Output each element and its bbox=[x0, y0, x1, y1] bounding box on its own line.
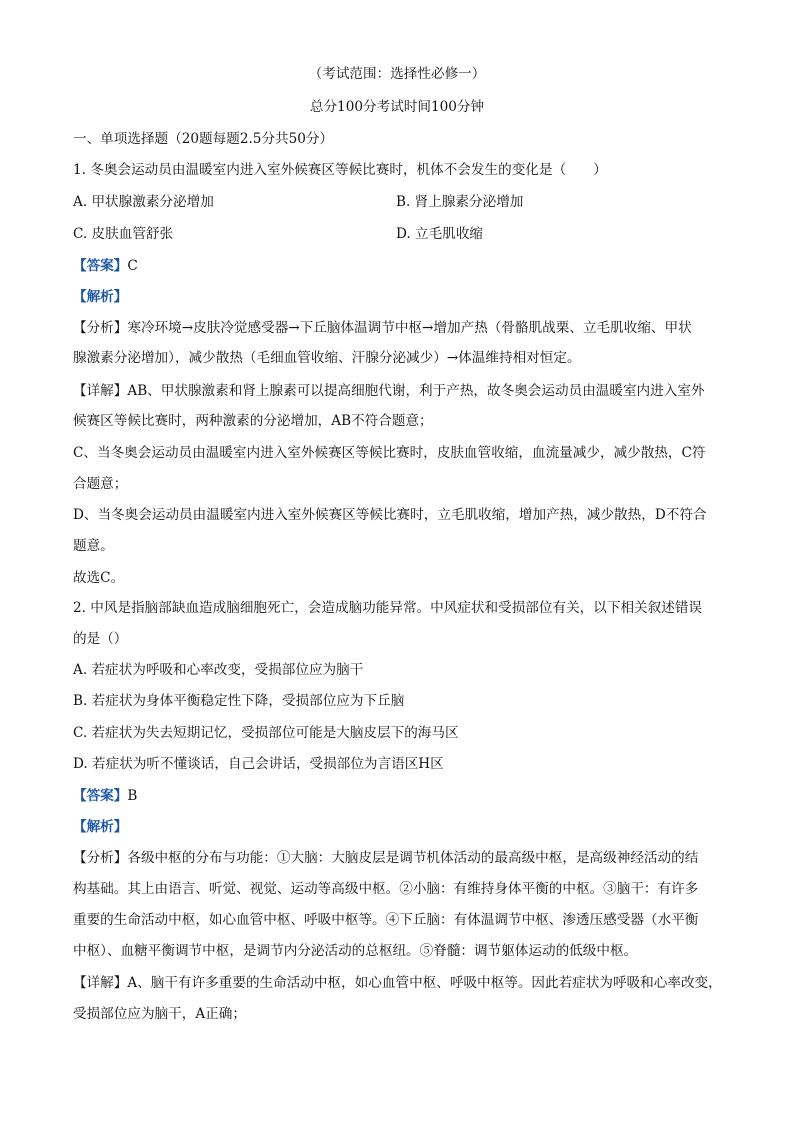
q2-option-c: C. 若症状为失去短期记忆，受损部位可能是大脑皮层下的海马区 bbox=[73, 725, 459, 741]
q2-analysis-line-3: 重要的生命活动中枢，如心血管中枢、呼吸中枢等。④下丘脑：有体温调节中枢、渗透压感受器（水平衡 bbox=[73, 912, 699, 928]
q1-answer bbox=[73, 256, 138, 276]
q1-option-a: A. 甲状腺激素分泌增加 bbox=[73, 194, 214, 210]
detail-text: AB、甲状腺激素和肾上腺素可以提高细胞代谢，利于产热，故冬奥会运动员由温暖室内进入室外 bbox=[127, 383, 705, 399]
q2-answer bbox=[73, 786, 137, 806]
answer-value: B bbox=[127, 788, 138, 804]
q1-detail-line-4: 合题意； bbox=[73, 476, 128, 492]
q1-option-b: B. 肾上腺素分泌增加 bbox=[396, 194, 524, 210]
q1-detail-line-5: D、当冬奥会运动员由温暖室内进入室外候赛区等候比赛时，立毛肌收缩，增加产热，减少散热，D不符合 bbox=[73, 507, 707, 523]
q2-option-a: A. 若症状为呼吸和心率改变，受损部位应为脑干 bbox=[73, 662, 364, 678]
q1-detail-line-6: 题意。 bbox=[73, 538, 114, 554]
q1-option-c: C. 皮肤血管舒张 bbox=[73, 226, 174, 242]
q2-explain-tag: 【解析】 bbox=[73, 819, 128, 835]
q1-conclusion: 故选C。 bbox=[73, 570, 125, 586]
q1-detail-line-1 bbox=[73, 381, 705, 401]
analysis-text: 各级中枢的分布与功能：①大脑：大脑皮层是调节机体活动的最高级中枢，是高级神经活动的结 bbox=[127, 850, 699, 866]
detail-tag: 【详解】 bbox=[73, 975, 128, 991]
q2-option-d: D. 若症状为听不懂谈话，自己会讲话，受损部位为言语区H区 bbox=[73, 756, 444, 772]
q2-analysis-line-1 bbox=[73, 848, 698, 868]
q1-analysis-line-2: 腺激素分泌增加），减少散热（毛细血管收缩、汗腺分泌减少）→体温维持相对恒定。 bbox=[73, 350, 581, 366]
exam-scope: （考试范围：选择性必修一） bbox=[308, 66, 486, 82]
q2-detail-line-2: 受损部位应为脑干，A正确； bbox=[73, 1006, 246, 1022]
answer-value: C bbox=[127, 258, 138, 274]
q2-analysis-line-4: 中枢）、血糖平衡调节中枢，是调节内分泌活动的总枢纽。⑤脊髓：调节躯体运动的低级中枢。 bbox=[73, 943, 638, 959]
q1-detail-line-3: C、当冬奥会运动员由温暖室内进入室外候赛区等候比赛时，皮肤血管收缩，血流量减少，减少散热，C符 bbox=[73, 445, 706, 461]
question-1-stem: 1. 冬奥会运动员由温暖室内进入室外候赛区等候比赛时，机体不会发生的变化是（ ） bbox=[73, 162, 607, 178]
answer-tag: 【答案】 bbox=[73, 788, 128, 804]
q1-detail-line-2: 候赛区等候比赛时，两种激素的分泌增加，AB不符合题意； bbox=[73, 413, 433, 429]
q2-analysis-line-2: 构基础。其上由语言、听觉、视觉、运动等高级中枢。②小脑：有维持身体平衡的中枢。③脑干：有许多 bbox=[73, 881, 699, 897]
analysis-text: 寒冷环境→皮肤冷觉感受器→下丘脑体温调节中枢→增加产热（骨骼肌战栗、立毛肌收缩、甲状 bbox=[127, 320, 692, 336]
q1-analysis-line-1 bbox=[73, 318, 692, 338]
q1-option-d: D. 立毛肌收缩 bbox=[396, 226, 484, 242]
q2-option-b: B. 若症状为身体平衡稳定性下降，受损部位应为下丘脑 bbox=[73, 693, 405, 709]
answer-tag: 【答案】 bbox=[73, 258, 128, 274]
exam-score-time: 总分100分考试时间100分钟 bbox=[309, 99, 485, 115]
detail-tag: 【详解】 bbox=[73, 383, 128, 399]
detail-text: A、脑干有许多重要的生命活动中枢，如心血管中枢、呼吸中枢等。因此若症状为呼吸和心率改变， bbox=[127, 975, 722, 991]
question-2-stem-line-1: 2. 中风是指脑部缺血造成脑细胞死亡，会造成脑功能异常。中风症状和受损部位有关，以下相关叙述错误 bbox=[73, 600, 703, 616]
question-2-stem-line-2: 的是（） bbox=[73, 631, 128, 647]
q2-detail-line-1 bbox=[73, 973, 722, 993]
section-title: 一、单项选择题（20题每题2.5分共50分） bbox=[73, 131, 334, 147]
q1-explain-tag: 【解析】 bbox=[73, 289, 128, 305]
analysis-tag: 【分析】 bbox=[73, 850, 128, 866]
analysis-tag: 【分析】 bbox=[73, 320, 128, 336]
